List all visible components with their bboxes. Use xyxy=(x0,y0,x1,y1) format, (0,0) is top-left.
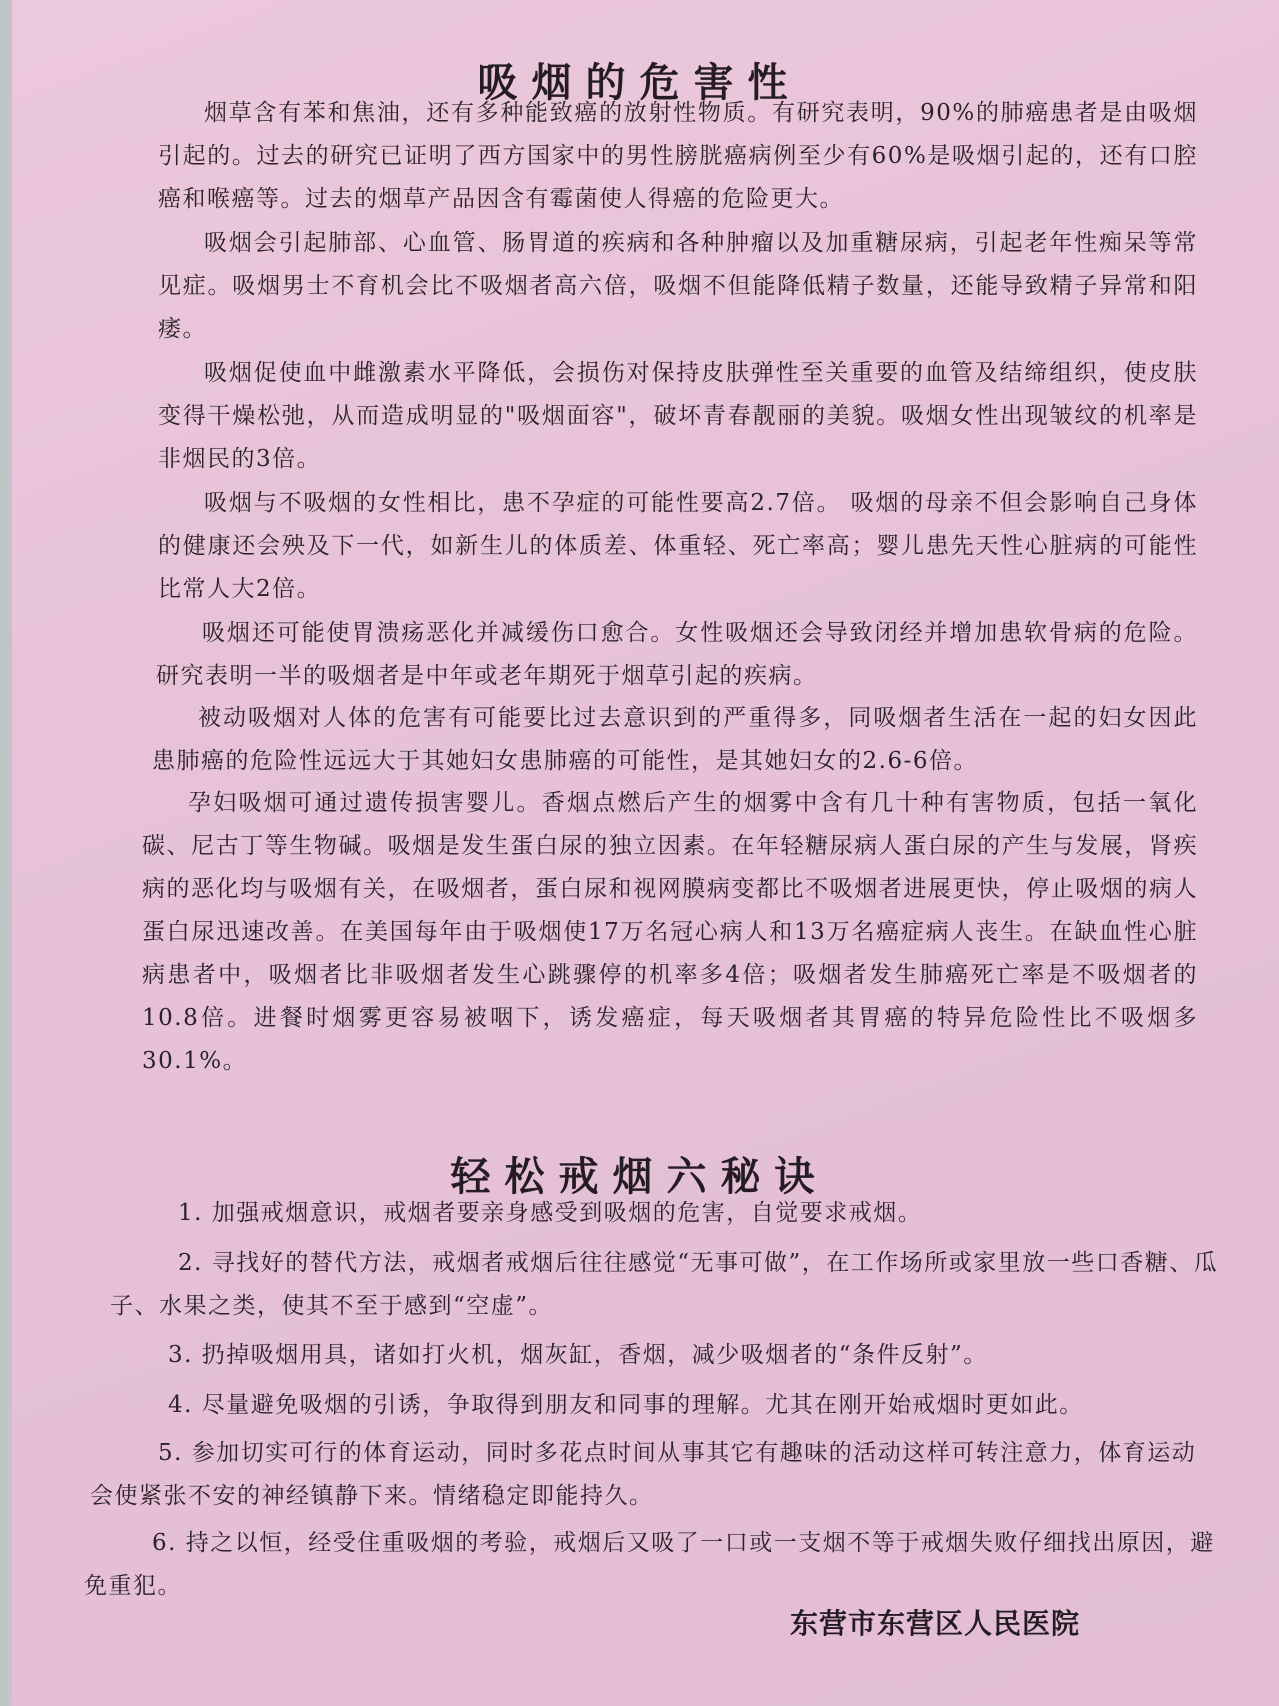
harm-paragraph-1: 烟草含有苯和焦油，还有多种能致癌的放射性物质。有研究表明，90%的肺癌患者是由吸烟引起的。过去的研究已证明了西方国家中的男性膀胱癌病例至少有60%是吸烟引起的，还有口腔癌和喉癌等。过去的烟草产品因含有霉菌使人得癌的危险更大。 xyxy=(158,100,1198,212)
harm-paragraph-4: 吸烟与不吸烟的女性相比，患不孕症的可能性要高2.7倍。 吸烟的母亲不但会影响自己身体的健康还会殃及下一代，如新生儿的体质差、体重轻、死亡率高；婴儿患先天性心脏病的可能性比常人大2倍。 xyxy=(158,490,1198,602)
harm-paragraph-5: 吸烟还可能使胃溃疡恶化并减缓伤口愈合。女性吸烟还会导致闭经并增加患软骨病的危险。研究表明一半的吸烟者是中年或老年期死于烟草引起的疾病。 xyxy=(156,620,1198,689)
hospital-signature: 东营市东营区人民医院 xyxy=(790,1607,1081,1640)
quit-tip-5: 5. 参加切实可行的体育运动，同时多花点时间从事其它有趣味的活动这样可转注意力，体育运动会使紧张不安的神经镇静下来。情绪稳定即能持久。 xyxy=(90,1440,1197,1509)
harm-paragraph-6: 被动吸烟对人体的危害有可能要比过去意识到的严重得多，同吸烟者生活在一起的妇女因此患肺癌的危险性远远大于其她妇女患肺癌的可能性，是其她妇女的2.6-6倍。 xyxy=(152,705,1198,774)
harm-paragraph-3: 吸烟促使血中雌激素水平降低，会损伤对保持皮肤弹性至关重要的血管及结缔组织，使皮肤变得干燥松弛，从而造成明显的"吸烟面容"，破坏青春靓丽的美貌。吸烟女性出现皱纹的机率是非烟民的3倍。 xyxy=(158,360,1198,472)
quit-tip-1: 1. 加强戒烟意识，戒烟者要亲身感受到吸烟的危害，自觉要求戒烟。 xyxy=(178,1200,923,1226)
quit-tip-6: 6. 持之以恒，经受住重吸烟的考验，戒烟后又吸了一口或一支烟不等于戒烟失败仔细找出原因，避免重犯。 xyxy=(84,1530,1215,1599)
harm-paragraph-7: 孕妇吸烟可通过遗传损害婴儿。香烟点燃后产生的烟雾中含有几十种有害物质，包括一氧化碳、尼古丁等生物碱。吸烟是发生蛋白尿的独立因素。在年轻糖尿病人蛋白尿的产生与发展，肾疾病的恶化均与吸烟有关，在吸烟者，蛋白尿和视网膜病变都比不吸烟者进展更快，停止吸烟的病人蛋白尿迅速改善。在美国每年由于吸烟使17万名冠心病人和13万名癌症病人丧生。在缺血性心脏病患者中，吸烟者比非吸烟者发生心跳骤停的机率多4倍；吸烟者发生肺癌死亡率是不吸烟者的10.8倍。进餐时烟雾更容易被咽下，诱发癌症，每天吸烟者其胃癌的特异危险性比不吸烟多30.1%。 xyxy=(142,790,1198,1074)
quit-tip-2: 2. 寻找好的替代方法，戒烟者戒烟后往往感觉“无事可做”，在工作场所或家里放一些口香糖、瓜子、水果之类，使其不至于感到“空虚”。 xyxy=(110,1250,1219,1319)
section-title-smoking-harm: 吸烟的危害性 xyxy=(477,58,802,106)
harm-paragraph-2: 吸烟会引起肺部、心血管、肠胃道的疾病和各种肿瘤以及加重糖尿病，引起老年性痴呆等常见症。吸烟男士不育机会比不吸烟者高六倍，吸烟不但能降低精子数量，还能导致精子异常和阳痿。 xyxy=(158,230,1198,342)
quit-tip-4: 4. 尽量避免吸烟的引诱，争取得到朋友和同事的理解。尤其在刚开始戒烟时更如此。 xyxy=(168,1392,1084,1418)
quit-tip-3: 3. 扔掉吸烟用具，诸如打火机，烟灰缸，香烟，减少吸烟者的“条件反射”。 xyxy=(168,1342,988,1368)
section-title-quit-tips: 轻松戒烟六秘诀 xyxy=(450,1152,829,1200)
